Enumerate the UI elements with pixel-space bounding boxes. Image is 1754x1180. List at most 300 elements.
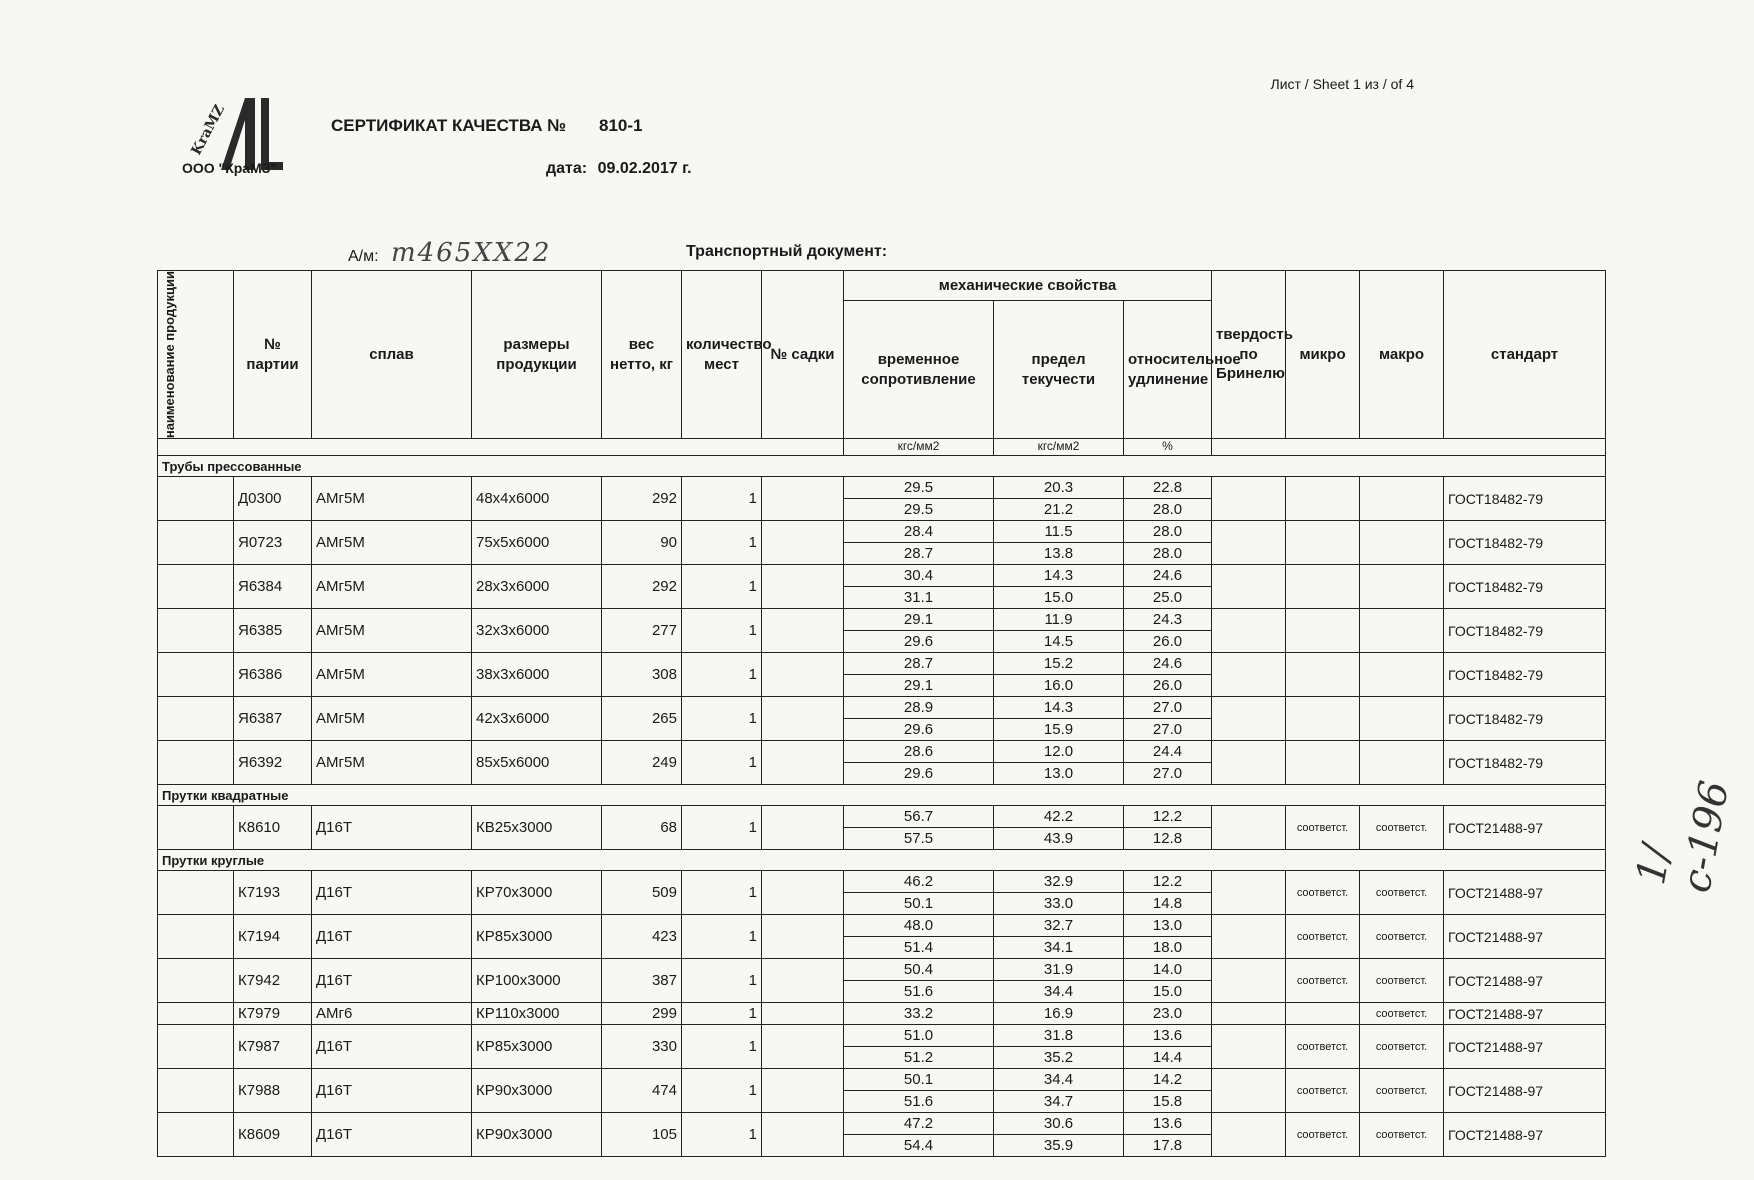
- cell-batch: К7988: [234, 1069, 312, 1113]
- cell-tensile: 28.7: [844, 543, 994, 565]
- cell-macro: соответст.: [1360, 1069, 1444, 1113]
- table-row: [158, 609, 1606, 631]
- cell-hardness: [1212, 697, 1286, 741]
- cell-name: [158, 1003, 234, 1025]
- cell-yield: 16.9: [994, 1003, 1124, 1025]
- cell-standard: ГОСТ18482-79: [1444, 653, 1606, 697]
- cell-hardness: [1212, 1003, 1286, 1025]
- cell-weight: 292: [602, 477, 682, 521]
- cell-name: [158, 959, 234, 1003]
- cell-elongation: 22.8: [1124, 477, 1212, 499]
- cell-size: КР70x3000: [472, 871, 602, 915]
- cell-batch: Я6392: [234, 741, 312, 785]
- transport-document-label: Транспортный документ:: [686, 243, 888, 260]
- cell-elongation: 28.0: [1124, 543, 1212, 565]
- group-row: [158, 785, 1606, 806]
- cell-elongation: 17.8: [1124, 1135, 1212, 1157]
- cell-tensile: 28.4: [844, 521, 994, 543]
- table-row: [158, 1025, 1606, 1047]
- cell-qty: 1: [682, 741, 762, 785]
- cell-standard: ГОСТ21488-97: [1444, 959, 1606, 1003]
- cell-yield: 21.2: [994, 499, 1124, 521]
- table-row: [158, 806, 1606, 828]
- cell-alloy: АМг5М: [312, 741, 472, 785]
- cell-elongation: 18.0: [1124, 937, 1212, 959]
- cell-size: КР110x3000: [472, 1003, 602, 1025]
- cell-elongation: 14.0: [1124, 959, 1212, 981]
- cell-yield: 34.4: [994, 1069, 1124, 1091]
- header-cage: № садки: [762, 271, 844, 439]
- certificate-number: 810-1: [598, 116, 643, 135]
- cell-hardness: [1212, 609, 1286, 653]
- cell-alloy: АМг5М: [312, 477, 472, 521]
- cell-elongation: 24.6: [1124, 653, 1212, 675]
- group-row: [158, 850, 1606, 871]
- cell-size: КР90x3000: [472, 1113, 602, 1157]
- table-row: [158, 653, 1606, 675]
- cell-qty: 1: [682, 521, 762, 565]
- cell-alloy: Д16Т: [312, 959, 472, 1003]
- cell-tensile: 48.0: [844, 915, 994, 937]
- cell-weight: 474: [602, 1069, 682, 1113]
- table-row: [158, 871, 1606, 893]
- cell-weight: 308: [602, 653, 682, 697]
- cell-macro: соответст.: [1360, 959, 1444, 1003]
- cell-qty: 1: [682, 1069, 762, 1113]
- cell-size: КВ25x3000: [472, 806, 602, 850]
- cell-qty: 1: [682, 609, 762, 653]
- cell-size: 28x3x6000: [472, 565, 602, 609]
- cell-elongation: 28.0: [1124, 521, 1212, 543]
- cell-yield: 15.2: [994, 653, 1124, 675]
- cell-batch: К7987: [234, 1025, 312, 1069]
- cell-qty: 1: [682, 959, 762, 1003]
- cell-elongation: 14.4: [1124, 1047, 1212, 1069]
- cell-size: 42x3x6000: [472, 697, 602, 741]
- cell-name: [158, 871, 234, 915]
- cell-micro: соответст.: [1286, 915, 1360, 959]
- cell-cage: [762, 697, 844, 741]
- cell-standard: ГОСТ18482-79: [1444, 521, 1606, 565]
- cell-weight: 265: [602, 697, 682, 741]
- table-row: [158, 1113, 1606, 1135]
- cell-tensile: 47.2: [844, 1113, 994, 1135]
- cell-yield: 14.5: [994, 631, 1124, 653]
- cell-hardness: [1212, 521, 1286, 565]
- cell-yield: 15.9: [994, 719, 1124, 741]
- cell-macro: соответст.: [1360, 806, 1444, 850]
- cell-elongation: 27.0: [1124, 697, 1212, 719]
- cell-tensile: 50.1: [844, 893, 994, 915]
- table-row: [158, 477, 1606, 499]
- cell-size: 48x4x6000: [472, 477, 602, 521]
- cell-yield: 15.0: [994, 587, 1124, 609]
- cell-elongation: 13.0: [1124, 915, 1212, 937]
- cell-tensile: 30.4: [844, 565, 994, 587]
- cell-yield: 42.2: [994, 806, 1124, 828]
- cell-micro: соответст.: [1286, 1069, 1360, 1113]
- am-handwritten-value: т465ХХ22: [391, 238, 552, 268]
- cell-tensile: 51.2: [844, 1047, 994, 1069]
- cell-tensile: 28.9: [844, 697, 994, 719]
- cell-cage: [762, 871, 844, 915]
- cell-hardness: [1212, 1025, 1286, 1069]
- cell-standard: ГОСТ21488-97: [1444, 1025, 1606, 1069]
- cell-name: [158, 653, 234, 697]
- cell-hardness: [1212, 1069, 1286, 1113]
- cell-size: 32x3x6000: [472, 609, 602, 653]
- cell-alloy: Д16Т: [312, 806, 472, 850]
- cell-alloy: Д16Т: [312, 1113, 472, 1157]
- cell-tensile: 51.6: [844, 981, 994, 1003]
- cell-cage: [762, 741, 844, 785]
- header-macro: макро: [1360, 271, 1444, 439]
- date-value: 09.02.2017 г.: [597, 160, 692, 177]
- group-title: Прутки квадратные: [158, 785, 1606, 806]
- date-label: дата:: [546, 160, 588, 177]
- cell-name: [158, 477, 234, 521]
- header-size: размеры продукции: [472, 271, 602, 439]
- header-tensile: временное сопротивление: [844, 301, 994, 439]
- cell-tensile: 29.6: [844, 763, 994, 785]
- cell-tensile: 50.1: [844, 1069, 994, 1091]
- header-mechanical: механические свойства: [844, 271, 1212, 301]
- cell-hardness: [1212, 959, 1286, 1003]
- cell-elongation: 12.2: [1124, 871, 1212, 893]
- cell-yield: 14.3: [994, 697, 1124, 719]
- cell-tensile: 29.1: [844, 609, 994, 631]
- header-qty: количество мест: [682, 271, 762, 439]
- cell-qty: 1: [682, 653, 762, 697]
- cell-alloy: АМг5М: [312, 609, 472, 653]
- cell-batch: Я6385: [234, 609, 312, 653]
- cell-size: 85x5x6000: [472, 741, 602, 785]
- cell-cage: [762, 1113, 844, 1157]
- cell-elongation: 13.6: [1124, 1113, 1212, 1135]
- cell-name: [158, 565, 234, 609]
- cell-qty: 1: [682, 915, 762, 959]
- cell-standard: ГОСТ21488-97: [1444, 1069, 1606, 1113]
- cell-standard: ГОСТ21488-97: [1444, 806, 1606, 850]
- cell-standard: ГОСТ21488-97: [1444, 1113, 1606, 1157]
- cell-qty: 1: [682, 1003, 762, 1025]
- cell-tensile: 33.2: [844, 1003, 994, 1025]
- cell-macro: [1360, 609, 1444, 653]
- cell-elongation: 13.6: [1124, 1025, 1212, 1047]
- cell-micro: соответст.: [1286, 806, 1360, 850]
- cell-cage: [762, 521, 844, 565]
- cell-cage: [762, 565, 844, 609]
- cell-micro: [1286, 565, 1360, 609]
- unit-elongation: %: [1124, 439, 1212, 456]
- cell-tensile: 51.4: [844, 937, 994, 959]
- cell-name: [158, 521, 234, 565]
- cell-hardness: [1212, 871, 1286, 915]
- cell-tensile: 31.1: [844, 587, 994, 609]
- cell-batch: Я0723: [234, 521, 312, 565]
- cell-weight: 509: [602, 871, 682, 915]
- units-row: [158, 439, 1606, 456]
- cell-yield: 34.7: [994, 1091, 1124, 1113]
- cell-yield: 20.3: [994, 477, 1124, 499]
- cell-weight: 292: [602, 565, 682, 609]
- cell-weight: 277: [602, 609, 682, 653]
- cell-elongation: 27.0: [1124, 719, 1212, 741]
- cell-batch: Я6384: [234, 565, 312, 609]
- cell-elongation: 28.0: [1124, 499, 1212, 521]
- cell-yield: 11.9: [994, 609, 1124, 631]
- table-row: [158, 697, 1606, 719]
- am-label: А/м:: [348, 248, 379, 265]
- cell-standard: ГОСТ18482-79: [1444, 609, 1606, 653]
- cell-batch: Я6387: [234, 697, 312, 741]
- cell-qty: 1: [682, 477, 762, 521]
- cell-tensile: 54.4: [844, 1135, 994, 1157]
- table-row: [158, 741, 1606, 763]
- cell-cage: [762, 653, 844, 697]
- cell-cage: [762, 1069, 844, 1113]
- cell-hardness: [1212, 1113, 1286, 1157]
- cell-hardness: [1212, 741, 1286, 785]
- group-title: Трубы прессованные: [158, 456, 1606, 477]
- cell-yield: 34.1: [994, 937, 1124, 959]
- cell-size: КР100x3000: [472, 959, 602, 1003]
- cell-size: 38x3x6000: [472, 653, 602, 697]
- handwritten-side-note: 1/с-196: [1628, 777, 1739, 896]
- cell-elongation: 24.3: [1124, 609, 1212, 631]
- cell-hardness: [1212, 915, 1286, 959]
- cell-elongation: 14.8: [1124, 893, 1212, 915]
- cell-cage: [762, 959, 844, 1003]
- cell-micro: [1286, 697, 1360, 741]
- cell-tensile: 29.1: [844, 675, 994, 697]
- cell-tensile: 29.5: [844, 499, 994, 521]
- cell-qty: 1: [682, 1113, 762, 1157]
- cell-tensile: 28.7: [844, 653, 994, 675]
- table-row: [158, 1003, 1606, 1025]
- table-row: [158, 565, 1606, 587]
- cell-elongation: 25.0: [1124, 587, 1212, 609]
- cell-weight: 90: [602, 521, 682, 565]
- certificate-date: [546, 160, 692, 178]
- cell-tensile: 29.6: [844, 631, 994, 653]
- cell-macro: [1360, 653, 1444, 697]
- cell-cage: [762, 609, 844, 653]
- cell-name: [158, 1069, 234, 1113]
- cell-standard: ГОСТ18482-79: [1444, 565, 1606, 609]
- cell-tensile: 29.6: [844, 719, 994, 741]
- cell-alloy: АМг6: [312, 1003, 472, 1025]
- cell-cage: [762, 477, 844, 521]
- header-micro: микро: [1286, 271, 1360, 439]
- cell-elongation: 26.0: [1124, 631, 1212, 653]
- cell-batch: К7193: [234, 871, 312, 915]
- cell-macro: соответст.: [1360, 1003, 1444, 1025]
- cell-macro: соответст.: [1360, 1113, 1444, 1157]
- cell-yield: 43.9: [994, 828, 1124, 850]
- cell-batch: К8610: [234, 806, 312, 850]
- cell-micro: [1286, 609, 1360, 653]
- cell-name: [158, 1113, 234, 1157]
- header-yield: предел текучести: [994, 301, 1124, 439]
- certificate-title: [331, 116, 642, 136]
- cell-qty: 1: [682, 806, 762, 850]
- cell-elongation: 15.0: [1124, 981, 1212, 1003]
- cell-tensile: 56.7: [844, 806, 994, 828]
- cell-weight: 423: [602, 915, 682, 959]
- cell-micro: [1286, 521, 1360, 565]
- cell-qty: 1: [682, 1025, 762, 1069]
- cell-size: КР85x3000: [472, 1025, 602, 1069]
- cell-hardness: [1212, 806, 1286, 850]
- table-row: [158, 915, 1606, 937]
- cell-alloy: Д16Т: [312, 1025, 472, 1069]
- unit-tensile: кгс/мм2: [844, 439, 994, 456]
- cell-yield: 32.9: [994, 871, 1124, 893]
- cell-name: [158, 609, 234, 653]
- cell-size: КР85x3000: [472, 915, 602, 959]
- header-weight: вес нетто, кг: [602, 271, 682, 439]
- cell-elongation: 14.2: [1124, 1069, 1212, 1091]
- cell-hardness: [1212, 653, 1286, 697]
- cell-micro: [1286, 477, 1360, 521]
- cell-yield: 30.6: [994, 1113, 1124, 1135]
- cell-alloy: АМг5М: [312, 697, 472, 741]
- header-name: наименование продукции: [158, 271, 234, 439]
- cell-macro: [1360, 565, 1444, 609]
- table-row: [158, 959, 1606, 981]
- cell-micro: соответст.: [1286, 871, 1360, 915]
- cell-macro: [1360, 741, 1444, 785]
- cell-name: [158, 741, 234, 785]
- cell-standard: ГОСТ18482-79: [1444, 697, 1606, 741]
- header-standard: стандарт: [1444, 271, 1606, 439]
- cell-yield: 31.9: [994, 959, 1124, 981]
- cell-micro: соответст.: [1286, 959, 1360, 1003]
- cell-micro: соответст.: [1286, 1025, 1360, 1069]
- cell-alloy: Д16Т: [312, 915, 472, 959]
- group-title: Прутки круглые: [158, 850, 1606, 871]
- cell-yield: 13.8: [994, 543, 1124, 565]
- cell-weight: 105: [602, 1113, 682, 1157]
- cell-elongation: 15.8: [1124, 1091, 1212, 1113]
- cell-alloy: АМг5М: [312, 653, 472, 697]
- cell-cage: [762, 806, 844, 850]
- cell-batch: К7194: [234, 915, 312, 959]
- cell-elongation: 12.2: [1124, 806, 1212, 828]
- cell-batch: Я6386: [234, 653, 312, 697]
- cell-standard: ГОСТ21488-97: [1444, 871, 1606, 915]
- cell-weight: 299: [602, 1003, 682, 1025]
- cell-elongation: 23.0: [1124, 1003, 1212, 1025]
- cell-standard: ГОСТ21488-97: [1444, 915, 1606, 959]
- unit-yield: кгс/мм2: [994, 439, 1124, 456]
- company-name: ООО "КраМЗ": [182, 160, 278, 176]
- cell-standard: ГОСТ18482-79: [1444, 741, 1606, 785]
- cell-micro: [1286, 741, 1360, 785]
- cell-cage: [762, 915, 844, 959]
- cell-yield: 14.3: [994, 565, 1124, 587]
- cell-tensile: 57.5: [844, 828, 994, 850]
- cell-hardness: [1212, 477, 1286, 521]
- cell-tensile: 50.4: [844, 959, 994, 981]
- cell-weight: 68: [602, 806, 682, 850]
- vehicle-number: [348, 238, 551, 268]
- cell-macro: [1360, 697, 1444, 741]
- cell-tensile: 51.0: [844, 1025, 994, 1047]
- sheet-counter: Лист / Sheet 1 из / of 4: [1270, 76, 1414, 92]
- cell-yield: 35.2: [994, 1047, 1124, 1069]
- cell-yield: 31.8: [994, 1025, 1124, 1047]
- table-row: [158, 1069, 1606, 1091]
- cell-batch: К8609: [234, 1113, 312, 1157]
- cell-macro: соответст.: [1360, 915, 1444, 959]
- cell-size: 75x5x6000: [472, 521, 602, 565]
- cell-weight: 330: [602, 1025, 682, 1069]
- cell-macro: [1360, 477, 1444, 521]
- cell-qty: 1: [682, 565, 762, 609]
- cell-size: КР90x3000: [472, 1069, 602, 1113]
- cell-elongation: 24.4: [1124, 741, 1212, 763]
- cell-tensile: 46.2: [844, 871, 994, 893]
- cell-name: [158, 915, 234, 959]
- header-batch: № партии: [234, 271, 312, 439]
- header-row-1: [158, 271, 1606, 301]
- table-row: [158, 521, 1606, 543]
- cell-alloy: АМг5М: [312, 565, 472, 609]
- cell-yield: 32.7: [994, 915, 1124, 937]
- cell-hardness: [1212, 565, 1286, 609]
- cell-yield: 35.9: [994, 1135, 1124, 1157]
- cell-yield: 16.0: [994, 675, 1124, 697]
- cell-macro: соответст.: [1360, 871, 1444, 915]
- cell-yield: 13.0: [994, 763, 1124, 785]
- cell-alloy: АМг5М: [312, 521, 472, 565]
- cell-alloy: Д16Т: [312, 1069, 472, 1113]
- cell-qty: 1: [682, 871, 762, 915]
- cell-micro: соответст.: [1286, 1113, 1360, 1157]
- cell-cage: [762, 1025, 844, 1069]
- cell-elongation: 12.8: [1124, 828, 1212, 850]
- cell-micro: [1286, 653, 1360, 697]
- cell-elongation: 27.0: [1124, 763, 1212, 785]
- header-hardness: твердость по Бринелю: [1212, 271, 1286, 439]
- certificate-label: СЕРТИФИКАТ КАЧЕСТВА №: [331, 116, 567, 135]
- cell-micro: [1286, 1003, 1360, 1025]
- cell-yield: 12.0: [994, 741, 1124, 763]
- quality-table: [157, 270, 1606, 1157]
- cell-macro: соответст.: [1360, 1025, 1444, 1069]
- cell-qty: 1: [682, 697, 762, 741]
- cell-yield: 33.0: [994, 893, 1124, 915]
- cell-yield: 34.4: [994, 981, 1124, 1003]
- cell-elongation: 26.0: [1124, 675, 1212, 697]
- group-row: [158, 456, 1606, 477]
- cell-tensile: 28.6: [844, 741, 994, 763]
- cell-batch: К7979: [234, 1003, 312, 1025]
- cell-tensile: 29.5: [844, 477, 994, 499]
- cell-name: [158, 1025, 234, 1069]
- cell-batch: К7942: [234, 959, 312, 1003]
- cell-cage: [762, 1003, 844, 1025]
- cell-name: [158, 697, 234, 741]
- cell-standard: ГОСТ21488-97: [1444, 1003, 1606, 1025]
- cell-elongation: 24.6: [1124, 565, 1212, 587]
- cell-yield: 11.5: [994, 521, 1124, 543]
- cell-weight: 249: [602, 741, 682, 785]
- cell-macro: [1360, 521, 1444, 565]
- header-alloy: сплав: [312, 271, 472, 439]
